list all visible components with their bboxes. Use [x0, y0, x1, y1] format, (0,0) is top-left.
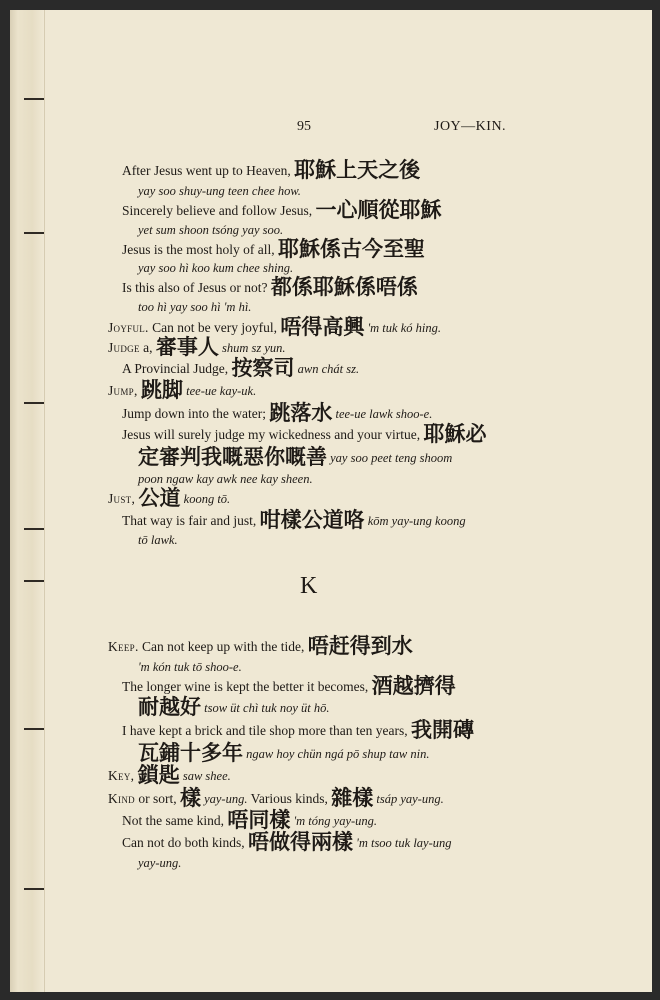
- romanization-text: poon ngaw kay awk nee kay sheen.: [138, 472, 313, 486]
- romanization-text: tsáp yay-ung.: [373, 792, 444, 806]
- romanization-text: too hì yay soo hì 'm hì.: [138, 300, 252, 314]
- entry-line: [138, 743, 429, 764]
- english-text: Jump down into the water;: [122, 406, 270, 421]
- chinese-text: 唔做得兩樣: [248, 830, 354, 854]
- entry-line: [138, 181, 301, 201]
- headword: Keep.: [108, 639, 139, 654]
- headword: Key,: [108, 768, 135, 783]
- romanization-text: tō lawk.: [138, 533, 178, 547]
- entry-line: [138, 220, 283, 240]
- binding-stitch: [24, 232, 44, 234]
- romanization-text: yay-ung.: [138, 856, 182, 870]
- binding-stitch: [24, 888, 44, 890]
- romanization-text: koong tō.: [180, 492, 231, 506]
- romanization-text: yay soo hì koo kum chee shing.: [138, 261, 294, 275]
- romanization-text: 'm tuk kó hing.: [364, 321, 441, 335]
- entry-line: [122, 200, 441, 221]
- entry-line: [108, 488, 230, 509]
- english-text: Is this also of Jesus or not?: [122, 280, 271, 295]
- chinese-text: 我開磚: [411, 718, 475, 742]
- entry-line: [122, 810, 377, 831]
- headword: Just,: [108, 491, 136, 506]
- english-text: Various kinds,: [247, 791, 332, 806]
- page-header: [10, 119, 652, 139]
- headword: Jump,: [108, 383, 138, 398]
- english-text: a,: [139, 340, 156, 355]
- english-text: After Jesus went up to Heaven,: [122, 163, 295, 178]
- romanization-text: awn chát sz.: [294, 362, 360, 376]
- chinese-text: 耶穌上天之後: [294, 158, 421, 182]
- entry-line: [138, 530, 178, 550]
- romanization-text: tsow üt chì tuk noy üt hō.: [201, 701, 330, 715]
- binding-stitch: [24, 580, 44, 582]
- binding-stitch: [24, 98, 44, 100]
- chinese-text: 樣: [179, 786, 201, 810]
- english-text: Jesus is the most holy of all,: [122, 242, 278, 257]
- english-text: Jesus will surely judge my wickedness and your virtue,: [122, 427, 424, 442]
- english-text: That way is fair and just,: [122, 513, 260, 528]
- binding-stitch: [24, 402, 44, 404]
- chinese-text: 咁樣公道咯: [259, 508, 365, 532]
- chinese-text: 鎖匙: [137, 763, 180, 787]
- entry-line: [108, 788, 444, 809]
- chinese-text: 耶穌係古今至聖: [278, 237, 425, 261]
- romanization-text: 'm tsoo tuk lay-ung: [353, 836, 452, 850]
- chinese-text: 唔同樣: [227, 808, 291, 832]
- chinese-text: 耶穌必: [423, 422, 487, 446]
- chinese-text: 耐越好: [138, 695, 201, 719]
- chinese-text: 都係耶穌係唔係: [270, 275, 418, 299]
- entry-line: [108, 380, 256, 401]
- binding-stitch: [24, 728, 44, 730]
- chinese-text: 唔赶得到水: [307, 634, 413, 658]
- romanization-text: tee-ue kay-uk.: [183, 384, 257, 398]
- entry-line: [122, 358, 359, 379]
- book-page: [10, 10, 652, 992]
- entry-line: [122, 832, 452, 853]
- chinese-text: 唔得高興: [280, 315, 365, 339]
- chinese-text: 按察司: [231, 356, 295, 380]
- chinese-text: 一心順從耶穌: [315, 198, 442, 222]
- chinese-text: 跳脚: [141, 378, 184, 402]
- headword: Kind: [108, 791, 135, 806]
- romanization-text: shum sz yun.: [218, 341, 286, 355]
- headword: Joyful.: [108, 320, 149, 335]
- chinese-text: 公道: [138, 486, 181, 510]
- romanization-text: ngaw hoy chün ngá pō shup taw nin.: [243, 747, 430, 761]
- section-letter: K: [300, 573, 318, 599]
- romanization-text: yay soo peet teng shoom: [327, 451, 453, 465]
- chinese-text: 審事人: [155, 335, 219, 359]
- romanization-text: saw shee.: [179, 769, 231, 783]
- chinese-text: 瓦鋪十多年: [138, 741, 243, 765]
- headword: Judge: [108, 340, 140, 355]
- romanization-text: 'm kón tuk tō shoo-e.: [138, 660, 242, 674]
- chinese-text: 跳落水: [269, 401, 333, 425]
- entry-line: [122, 160, 420, 181]
- binding-stitch: [24, 528, 44, 530]
- entry-line: [122, 510, 466, 531]
- english-text: A Provincial Judge,: [122, 361, 232, 376]
- romanization-text: 'm tóng yay-ung.: [290, 814, 378, 828]
- entry-line: [122, 277, 418, 298]
- romanization-text: yay soo shuy-ung teen chee how.: [138, 184, 301, 198]
- chinese-text: 酒越擠得: [371, 674, 456, 698]
- entry-line: [122, 424, 486, 445]
- romanization-text: yet sum shoon tsóng yay soo.: [138, 223, 284, 237]
- entry-line: [108, 636, 413, 657]
- english-text: The longer wine is kept the better it becomes,: [122, 679, 372, 694]
- entry-line: [138, 447, 452, 468]
- entry-line: [122, 676, 456, 697]
- english-text: I have kept a brick and tile shop more than ten years,: [122, 723, 412, 738]
- chinese-text: 定審判我嘅惡你嘅善: [138, 445, 327, 469]
- running-head: JOY—KIN.: [434, 119, 507, 134]
- entry-line: [108, 765, 231, 786]
- romanization-text: kōm yay-ung koong: [364, 514, 466, 528]
- english-text: Can not keep up with the tide,: [138, 639, 308, 654]
- entry-line: [138, 297, 251, 317]
- entry-line: [138, 657, 242, 677]
- romanization-text: yay-ung.: [200, 792, 248, 806]
- english-text: or sort,: [134, 791, 180, 806]
- chinese-text: 雜樣: [331, 786, 374, 810]
- entry-line: [122, 403, 432, 424]
- english-text: Not the same kind,: [122, 813, 228, 828]
- page-number: 95: [297, 119, 311, 134]
- entry-line: [138, 697, 329, 718]
- romanization-text: tee-ue lawk shoo-e.: [332, 407, 433, 421]
- english-text: Can not do both kinds,: [122, 835, 249, 850]
- entry-line: [108, 337, 286, 358]
- entry-line: [138, 853, 181, 873]
- page-binding: [10, 10, 45, 992]
- english-text: Sincerely believe and follow Jesus,: [122, 203, 316, 218]
- entry-line: [122, 720, 474, 741]
- english-text: Can not be very joyful,: [148, 320, 281, 335]
- entry-line: [122, 239, 425, 260]
